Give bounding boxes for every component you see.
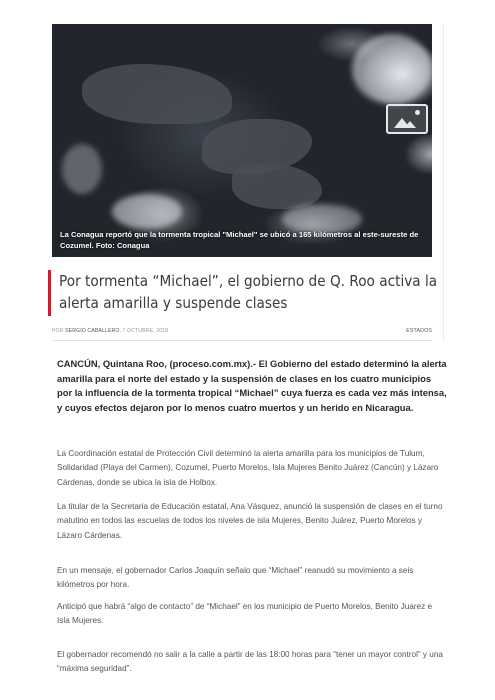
article-paragraph: El gobernador recomendó no salir a la calle a partir de las 18:00 horas para “tener un mayor control” y una “máxima seguridad”. bbox=[57, 650, 443, 674]
article-title: Por tormenta “Michael”, el gobierno de Q. Roo activa la alerta amarilla y suspende clases bbox=[59, 272, 438, 312]
hero-image[interactable] bbox=[52, 24, 432, 257]
article-date: , 7 OCTUBRE, 2018 bbox=[119, 328, 169, 334]
article-paragraph: La titular de la Secretaria de Educación estatal, Ana Vásquez, anunció la suspensión de clases en el turno matutino en todos las escuelas de todos los niveles de isla Mujeres, Benito Juárez, Puerto Morelos y Lázaro Cárdenas. bbox=[57, 502, 443, 540]
author-link[interactable]: SERGIO CABALLERO bbox=[65, 328, 120, 334]
image-caption: La Conagua reportó que la tormenta tropical "Michael" se ubicó a 165 kilómetros al este-sureste de Cozumel. Foto: Conagua bbox=[60, 230, 419, 250]
article-lead: CANCÚN, Quintana Roo, (proceso.com.mx).- El Gobierno del estado determinó la alerta amarilla para el norte del estado y la suspensión de clases en los cuatro municipios por la influencia de la tormenta tropical “Michael” cuya fuerza es cada vez más intensa, y cuyos efectos dejaron por lo menos cuatro muertos y un herido en Nicaragua. bbox=[57, 358, 447, 414]
headline-block bbox=[48, 270, 449, 316]
cloud-band bbox=[112, 194, 182, 229]
article-meta bbox=[52, 322, 432, 341]
storm-cloud bbox=[352, 34, 432, 104]
article-paragraph: Anticipó que habrá “algo de contacto” de “Michael” en los municipio de Puerto Morelos, Benito Juarez e Isla Mujeres. bbox=[57, 602, 433, 626]
cloud-band bbox=[62, 144, 102, 194]
map-land-central-america bbox=[232, 164, 322, 209]
article-paragraph: En un mensaje, el gobernador Carlos Joaquín señalo que “Michael” reanudó su movimiento a seis kilómetros por hora. bbox=[57, 566, 414, 590]
article-paragraph: La Coordinación estatal de Protección Civil determinó la alerta amarilla para los municipios de Tulum, Solidaridad (Playa del Carmen), Cozumel, Puerto Morelos, Isla Mujeres Benito Juárez (Cancún) y Lázaro Cárdenas, donde se ubica la isla de Holbox. bbox=[57, 449, 439, 487]
meta-by: POR bbox=[52, 328, 64, 334]
map-land-mexico bbox=[82, 64, 232, 124]
section-link[interactable]: ESTADOS bbox=[406, 328, 432, 334]
image-icon[interactable] bbox=[386, 104, 428, 134]
